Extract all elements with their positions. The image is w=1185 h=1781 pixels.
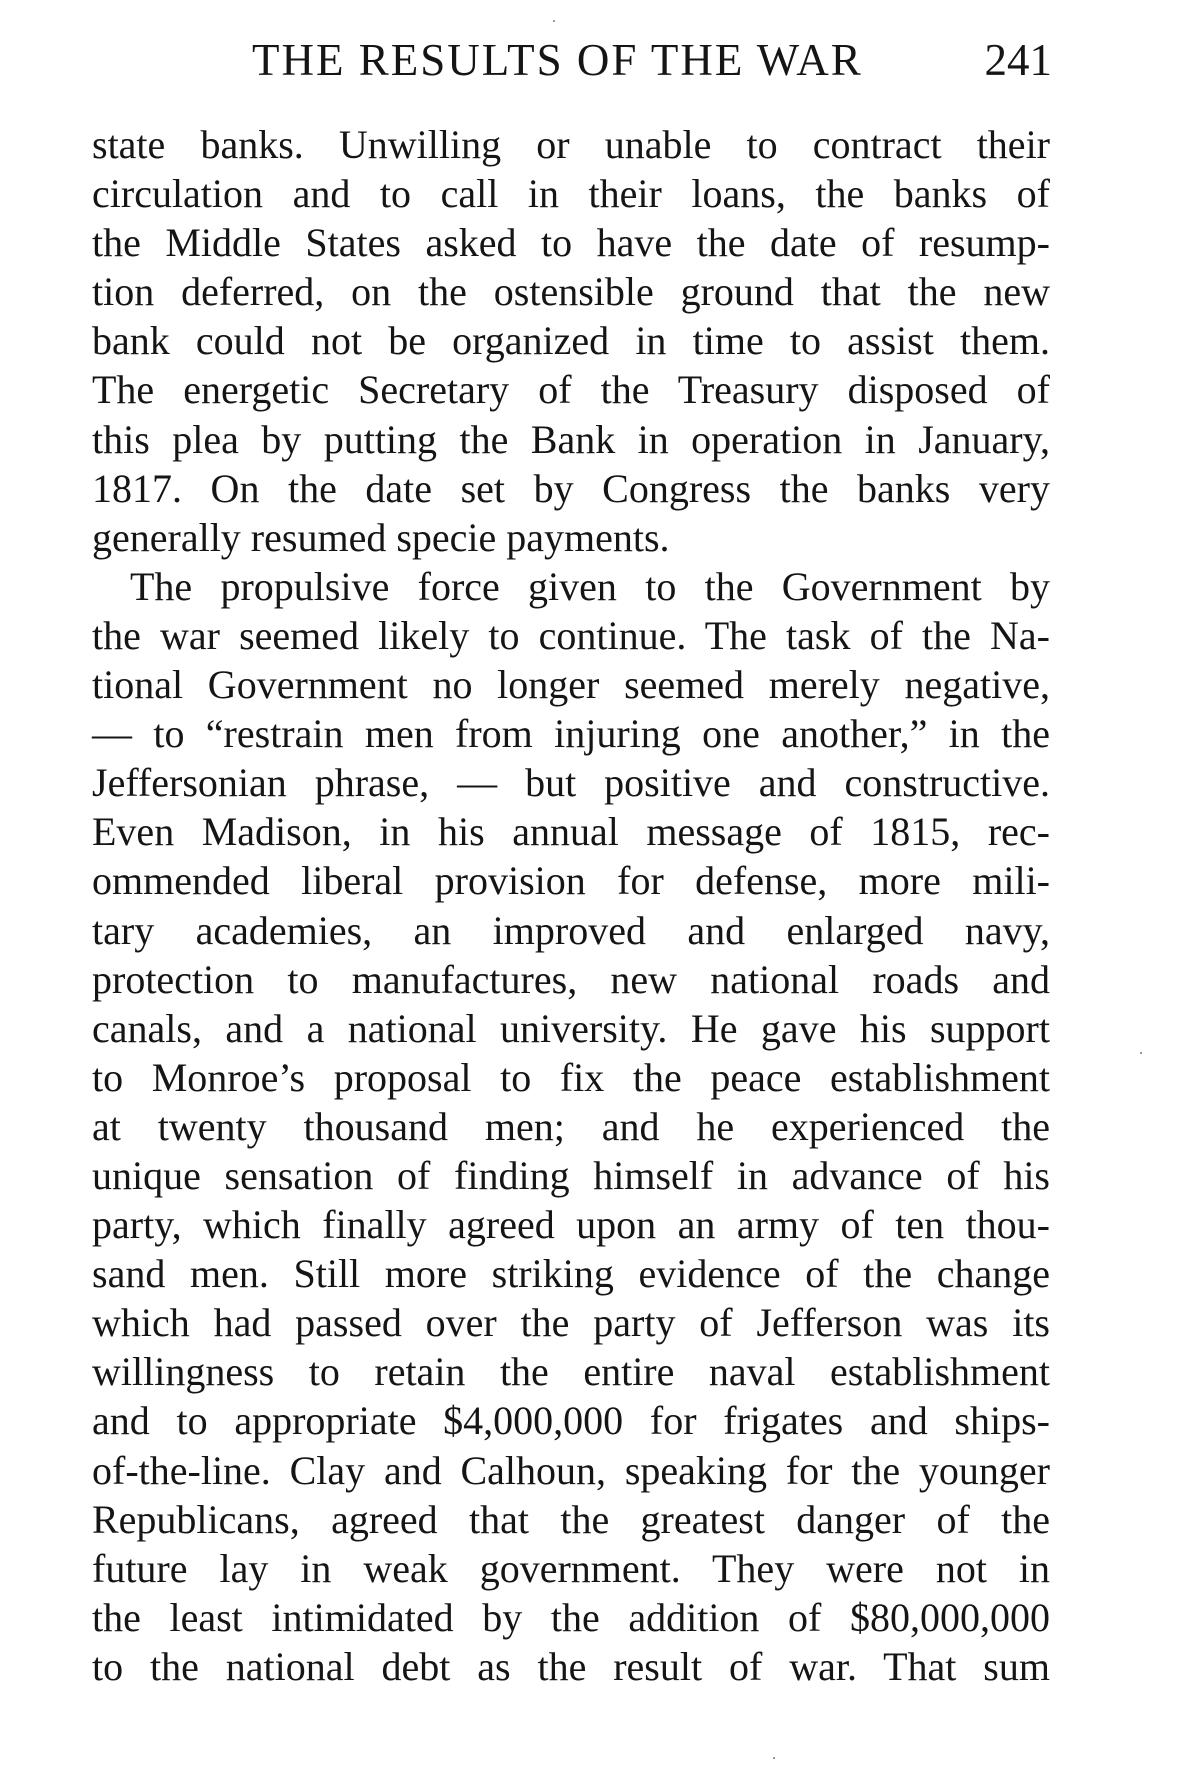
text-line: the least intimidated by the addition of $80,000,000 <box>92 1594 1050 1640</box>
text-line: tary academies, an improved and enlarged navy, <box>92 907 1050 953</box>
text-line: tional Government no longer seemed merely negative, <box>92 662 1050 708</box>
text-line: generally resumed specie payments. <box>92 514 670 560</box>
text-line: circulation and to call in their loans, the banks of <box>92 171 1050 217</box>
text-line: protection to manufactures, new national roads and <box>92 956 1050 1002</box>
paragraph-1 <box>92 120 1050 562</box>
scan-speck <box>553 20 555 22</box>
text-line: canals, and a national university. He gave his support <box>92 1005 1050 1051</box>
text-line: of-the-line. Clay and Calhoun, speaking for the younger <box>92 1447 1050 1493</box>
text-line: The energetic Secretary of the Treasury disposed of <box>92 367 1050 413</box>
text-line: willingness to retain the entire naval establishment <box>92 1349 1050 1395</box>
text-line: bank could not be organized in time to assist them. <box>92 318 1050 364</box>
text-line: to Monroe’s proposal to fix the peace establishment <box>92 1054 1050 1100</box>
text-line: to the national debt as the result of war. That sum <box>92 1643 1050 1689</box>
text-line: this plea by putting the Bank in operation in January, <box>92 416 1050 462</box>
text-line: The propulsive force given to the Government by <box>130 563 1050 609</box>
text-line: Even Madison, in his annual message of 1815, rec- <box>92 809 1050 855</box>
text-line: Republicans, agreed that the greatest danger of the <box>92 1496 1050 1542</box>
text-line: tion deferred, on the ostensible ground that the new <box>92 269 1050 315</box>
text-line: Jeffersonian phrase, — but positive and constructive. <box>92 760 1050 806</box>
text-line: and to appropriate $4,000,000 for frigates and ships- <box>92 1398 1050 1444</box>
text-line: ommended liberal provision for defense, more mili- <box>92 858 1050 904</box>
scan-speck <box>1140 1052 1142 1054</box>
text-line: future lay in weak government. They were not in <box>92 1545 1050 1591</box>
text-line: at twenty thousand men; and he experienced the <box>92 1103 1050 1149</box>
text-line: the war seemed likely to continue. The task of the Na- <box>92 612 1050 658</box>
text-line: — to “restrain men from injuring one another,” in the <box>92 711 1050 757</box>
paragraph-2 <box>92 562 1050 1691</box>
text-line: which had passed over the party of Jefferson was its <box>92 1300 1050 1346</box>
text-line: the Middle States asked to have the date of resump- <box>92 220 1050 266</box>
running-head <box>252 30 1052 90</box>
scan-speck <box>773 1757 775 1759</box>
text-line: state banks. Unwilling or unable to contract their <box>92 122 1050 167</box>
page-number: 241 <box>984 35 1052 85</box>
text-line: sand men. Still more striking evidence of the change <box>92 1251 1050 1297</box>
running-title: THE RESULTS OF THE WAR <box>252 35 863 85</box>
text-line: party, which finally agreed upon an army of ten thou- <box>92 1202 1050 1248</box>
body-text <box>92 120 1050 1740</box>
text-line: 1817. On the date set by Congress the banks very <box>92 465 1050 511</box>
text-line: unique sensation of finding himself in advance of his <box>92 1152 1050 1198</box>
